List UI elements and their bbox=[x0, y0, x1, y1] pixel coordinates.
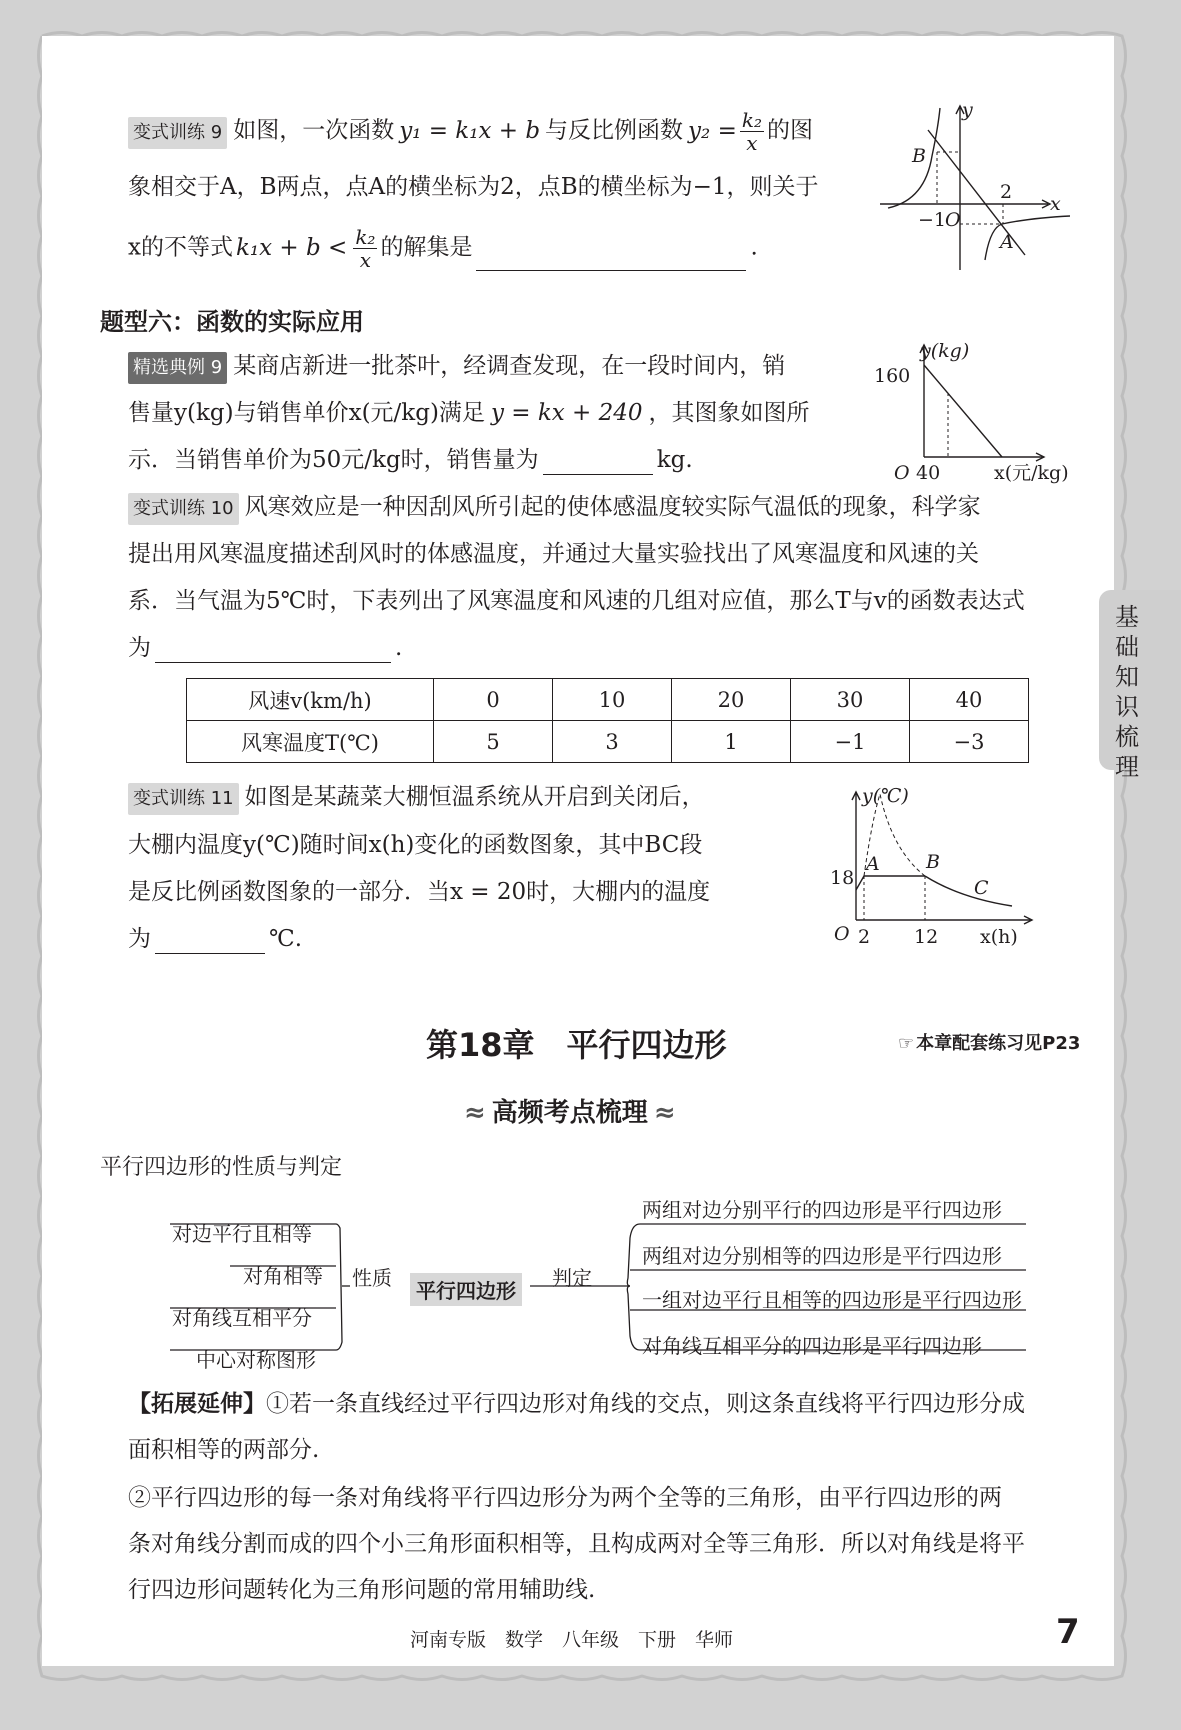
table-cell: 1 bbox=[672, 721, 791, 763]
var11-graph-A: A bbox=[866, 853, 880, 875]
var10-line2: 提出用风寒温度描述刮风时的体感温度，并通过大量实验找出了风寒温度和风速的关 bbox=[128, 541, 979, 567]
table-cell: 3 bbox=[553, 721, 672, 763]
var9-text-c: 的图 bbox=[766, 117, 813, 144]
var11-graph-18: 18 bbox=[830, 867, 855, 889]
var9-eq1: y₁ = k₁x + b bbox=[399, 117, 541, 144]
table-cell: 40 bbox=[910, 679, 1029, 721]
mindmap-judge-3: 一组对边平行且相等的四边形是平行四边形 bbox=[642, 1288, 1022, 1312]
var9-eq2: y₂ = bbox=[688, 117, 737, 144]
var10-answer-blank[interactable] bbox=[155, 640, 391, 663]
hyperbola-branch-right bbox=[985, 216, 1070, 260]
ex9-graph-x: x(元/kg) bbox=[994, 462, 1069, 484]
mindmap-judge-4: 对角线互相平分的四边形是平行四边形 bbox=[642, 1334, 982, 1358]
mindmap-judge-label: 判定 bbox=[552, 1266, 592, 1290]
wave-deco-icon: ≈ bbox=[653, 1098, 676, 1128]
var9-graph-2: 2 bbox=[1000, 181, 1013, 203]
highfreq-header bbox=[464, 1092, 676, 1129]
mindmap-prop-3: 对角线互相平分 bbox=[172, 1306, 312, 1330]
ex9-line1: 精选典例 9 某商店新进一批茶叶，经调查发现，在一段时间内，销 bbox=[128, 351, 785, 384]
ex9-line2: 售量y(kg)与销售单价x(元/kg)满足 y = kx + 240 ，其图象如图所 bbox=[128, 400, 810, 426]
ex9-answer-blank[interactable] bbox=[543, 452, 653, 475]
wave-deco-icon: ≈ bbox=[464, 1098, 486, 1128]
var9-graph bbox=[870, 100, 1080, 275]
var9-graph-y: y bbox=[962, 100, 973, 121]
table-row2-label: 风寒温度T(℃) bbox=[187, 721, 434, 763]
var9-text-b: 与反比例函数 bbox=[545, 117, 684, 144]
mindmap-prop-4: 中心对称图形 bbox=[196, 1348, 316, 1372]
side-tab[interactable] bbox=[1099, 590, 1181, 781]
var11-tag: 变式训练 11 bbox=[128, 783, 239, 815]
ext-line5: 行四边形问题转化为三角形问题的常用辅助线. bbox=[128, 1577, 596, 1603]
mindmap-judge-2: 两组对边分别相等的四边形是平行四边形 bbox=[642, 1244, 1002, 1268]
var11-answer-blank[interactable] bbox=[155, 931, 265, 954]
ex9-graph-160: 160 bbox=[874, 365, 911, 387]
var10-line3: 系．当气温为5℃时，下表列出了风寒温度和风速的几组对应值，那么T与v的函数表达式 bbox=[128, 588, 1025, 614]
var11-line3: 是反比例函数图象的一部分．当x = 20时，大棚内的温度 bbox=[128, 879, 711, 905]
var10-line4: 为 . bbox=[128, 635, 403, 661]
highfreq-title: 高频考点梳理 bbox=[491, 1098, 648, 1128]
temp-rise-and-hold bbox=[856, 876, 925, 890]
mindmap-prop-1: 对边平行且相等 bbox=[172, 1222, 312, 1246]
mindmap-center: 平行四边形 bbox=[410, 1273, 522, 1306]
var9-fraction2: $\frac{\text{k₂}}{x}$ bbox=[355, 225, 376, 272]
mindmap-prop-2: 对角相等 bbox=[243, 1264, 323, 1288]
ex9-equation: y = kx + 240 bbox=[490, 400, 643, 426]
footer-info: 河南专版 数学 八年级 下册 华师 bbox=[410, 1629, 734, 1651]
mindmap-judge-1: 两组对边分别平行的四边形是平行四边形 bbox=[642, 1198, 1002, 1222]
table-cell: 10 bbox=[553, 679, 672, 721]
sales-line bbox=[924, 365, 1002, 457]
ex9-graph-O: O bbox=[894, 462, 910, 484]
var11-graph-y: y(℃) bbox=[862, 785, 909, 807]
ext-line2: 面积相等的两部分. bbox=[128, 1437, 320, 1463]
table-cell: −1 bbox=[791, 721, 910, 763]
var9-graph-O: O bbox=[945, 209, 961, 231]
var11-graph-2: 2 bbox=[858, 926, 871, 948]
ext-line1: 【拓展延伸】①若一条直线经过平行四边形对角线的交点，则这条直线将平行四边形分成 bbox=[128, 1391, 1025, 1417]
page-number: 7 bbox=[1056, 1612, 1080, 1652]
var9-text-a: 如图，一次函数 bbox=[233, 117, 395, 144]
ext-line4: 条对角线分割而成的四个小三角形面积相等，且构成两对全等三角形．所以对角线是将平 bbox=[128, 1531, 1025, 1557]
ex9-graph-y: y(kg) bbox=[920, 340, 970, 362]
ex9-tag: 精选典例 9 bbox=[128, 352, 227, 384]
chapter-ref-text: 本章配套练习见P23 bbox=[916, 1033, 1081, 1054]
var9-graph-neg1: −1 bbox=[918, 209, 947, 231]
table-cell: 30 bbox=[791, 679, 910, 721]
var11-graph-O: O bbox=[834, 923, 850, 945]
var9-answer-blank[interactable] bbox=[476, 248, 746, 271]
table-cell: 0 bbox=[434, 679, 553, 721]
var11-graph-B: B bbox=[926, 851, 940, 873]
var9-tag: 变式训练 9 bbox=[128, 117, 227, 149]
var9-inequality: k₁x + b < bbox=[235, 234, 348, 261]
var11-graph-12: 12 bbox=[914, 926, 939, 948]
var9-line1 bbox=[128, 109, 813, 154]
table-row1-label: 风速v(km/h) bbox=[187, 679, 434, 721]
chapter-ref[interactable] bbox=[898, 1029, 1080, 1055]
section6-title: 题型六：函数的实际应用 bbox=[100, 308, 364, 336]
side-tab-label: 基础知识梳理 bbox=[1115, 603, 1139, 781]
table-row bbox=[187, 721, 1029, 763]
var10-line1: 变式训练 10 风寒效应是一种因刮风所引起的使体感温度较实际气温低的现象，科学家 bbox=[128, 492, 981, 525]
var10-tag: 变式训练 10 bbox=[128, 493, 239, 525]
var11-graph-x: x(h) bbox=[980, 926, 1018, 948]
chapter-title: 第18章 平行四边形 bbox=[426, 1026, 727, 1064]
var11-line1: 变式训练 11 如图是某蔬菜大棚恒温系统从开启到关闭后， bbox=[128, 782, 705, 815]
wind-chill-table bbox=[186, 678, 1029, 763]
var11-graph bbox=[820, 780, 1060, 955]
table-row bbox=[187, 679, 1029, 721]
pointing-hand-icon: ☞ bbox=[898, 1033, 915, 1054]
table-cell: −3 bbox=[910, 721, 1029, 763]
var11-line2: 大棚内温度y(℃)随时间x(h)变化的函数图象，其中BC段 bbox=[128, 832, 703, 858]
ex9-graph bbox=[868, 335, 1083, 490]
mindmap-props-label: 性质 bbox=[352, 1266, 392, 1290]
ext-label: 【拓展延伸】 bbox=[128, 1391, 266, 1417]
var9-graph-B: B bbox=[912, 145, 926, 167]
var9-graph-x: x bbox=[1050, 193, 1061, 215]
var9-line2: 象相交于A，B两点，点A的横坐标为2，点B的横坐标为−1，则关于 bbox=[128, 174, 819, 200]
temp-decline-curve-BC bbox=[925, 876, 1012, 906]
var9-graph-A: A bbox=[1000, 231, 1014, 253]
topic-title: 平行四边形的性质与判定 bbox=[100, 1155, 343, 1180]
var11-graph-C: C bbox=[974, 877, 989, 899]
var11-line4: 为 ℃. bbox=[128, 926, 303, 952]
ext-line3: ②平行四边形的每一条对角线将平行四边形分为两个全等的三角形，由平行四边形的两 bbox=[128, 1485, 1002, 1511]
ex9-line3: 示．当销售单价为50元/kg时，销售量为 kg. bbox=[128, 447, 693, 473]
table-cell: 5 bbox=[434, 721, 553, 763]
table-cell: 20 bbox=[672, 679, 791, 721]
var9-line3: x的不等式 k₁x + b < $\frac{\text{k₂}}{x}$ 的解集是 . bbox=[128, 225, 758, 272]
var9-fraction1: $\frac{\text{k₂}}{x}$ bbox=[741, 108, 762, 155]
ex9-graph-40: 40 bbox=[916, 462, 941, 484]
